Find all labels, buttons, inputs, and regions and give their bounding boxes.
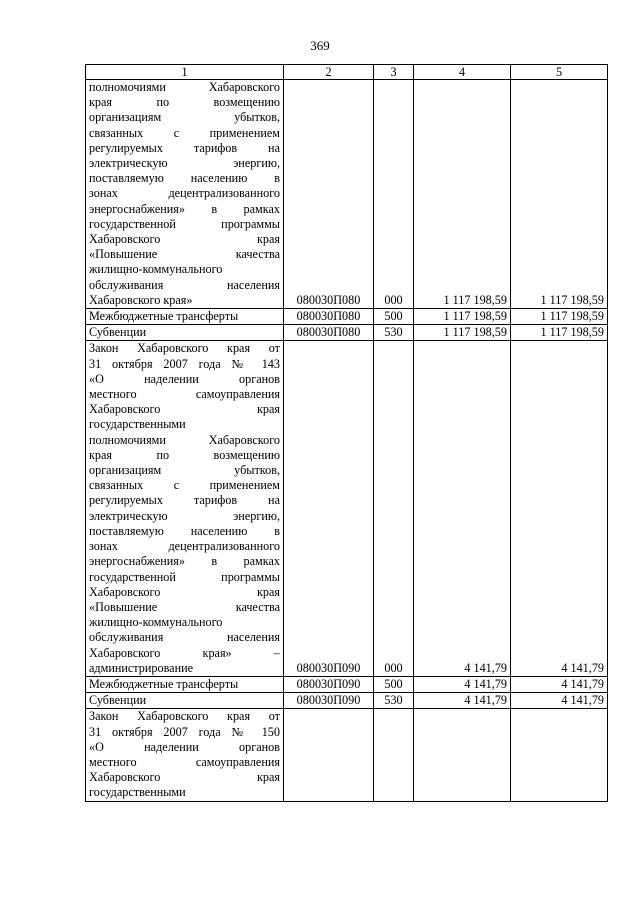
description-line: Субвенции <box>89 693 147 708</box>
row-amount-2: 4 141,79 <box>511 341 608 676</box>
description-line: жилищно-коммунального <box>89 615 223 630</box>
description-line: «О наделении органов <box>89 739 280 754</box>
table-row <box>86 309 608 325</box>
row-code: 080030П090 <box>284 676 374 692</box>
column-header-1: 1 <box>86 65 284 80</box>
column-header-4: 4 <box>414 65 511 80</box>
table-row <box>86 693 608 709</box>
description-line: поставляемую населению в <box>89 171 280 186</box>
description-line: связанных с применением <box>89 125 280 140</box>
row-description <box>86 676 284 692</box>
description-line: 31 октября 2007 года № 143 <box>89 356 280 371</box>
row-amount-1: 4 141,79 <box>414 693 511 709</box>
description-line: Хабаровского края» – <box>89 645 280 660</box>
row-code: 080030П080 <box>284 325 374 341</box>
description-line: Субвенции <box>89 325 147 340</box>
row-amount-1: 4 141,79 <box>414 676 511 692</box>
row-amount-1: 4 141,79 <box>414 341 511 676</box>
column-header-2: 2 <box>284 65 374 80</box>
description-line: электрическую энергию, <box>89 156 280 171</box>
row-expense-type: 500 <box>374 309 414 325</box>
description-line: Хабаровского края» <box>89 292 193 307</box>
row-description <box>86 325 284 341</box>
column-header-5: 5 <box>511 65 608 80</box>
description-line: регулируемых тарифов на <box>89 493 280 508</box>
row-description <box>86 341 284 676</box>
row-amount-2 <box>511 709 608 801</box>
description-line: местного самоуправления <box>89 387 280 402</box>
row-description <box>86 309 284 325</box>
row-amount-1 <box>414 709 511 801</box>
row-amount-1: 1 117 198,59 <box>414 80 511 309</box>
description-line: полномочиями Хабаровского <box>89 80 280 94</box>
table-row <box>86 325 608 341</box>
description-line: Закон Хабаровского края от <box>89 341 280 356</box>
table-header-row <box>86 65 608 80</box>
description-line: государственной программы <box>89 216 280 231</box>
row-description <box>86 709 284 801</box>
row-code: 080030П080 <box>284 309 374 325</box>
description-line: регулируемых тарифов на <box>89 140 280 155</box>
table-row <box>86 341 608 676</box>
description-line: организациям убытков, <box>89 463 280 478</box>
row-code: 080030П090 <box>284 341 374 676</box>
description-line: государственными <box>89 417 186 432</box>
description-line: Хабаровского края <box>89 584 280 599</box>
description-line: края по возмещению <box>89 447 280 462</box>
row-amount-1: 1 117 198,59 <box>414 325 511 341</box>
description-line: зонах децентрализованного <box>89 539 280 554</box>
description-line: Хабаровского края <box>89 232 280 247</box>
description-line: Хабаровского края <box>89 770 280 785</box>
row-amount-2: 4 141,79 <box>511 693 608 709</box>
table-row <box>86 80 608 309</box>
table-row <box>86 709 608 801</box>
column-header-3: 3 <box>374 65 414 80</box>
row-amount-2: 1 117 198,59 <box>511 80 608 309</box>
description-line: энергоснабжения» в рамках <box>89 201 280 216</box>
row-expense-type: 000 <box>374 341 414 676</box>
description-line: государственными <box>89 785 186 800</box>
description-line: «Повышение качества <box>89 599 280 614</box>
row-code: 080030П080 <box>284 80 374 309</box>
row-amount-2: 1 117 198,59 <box>511 325 608 341</box>
row-description <box>86 693 284 709</box>
page-number: 369 <box>310 38 330 53</box>
description-line: государственной программы <box>89 569 280 584</box>
row-expense-type: 000 <box>374 80 414 309</box>
description-line: обслуживания населения <box>89 630 280 645</box>
row-code <box>284 709 374 801</box>
row-expense-type: 530 <box>374 325 414 341</box>
description-line: администрирование <box>89 660 194 675</box>
description-line: организациям убытков, <box>89 110 280 125</box>
description-line: полномочиями Хабаровского <box>89 432 280 447</box>
row-code: 080030П090 <box>284 693 374 709</box>
description-line: Межбюджетные трансферты <box>89 676 239 691</box>
row-amount-1: 1 117 198,59 <box>414 309 511 325</box>
description-line: поставляемую населению в <box>89 523 280 538</box>
row-amount-2: 4 141,79 <box>511 676 608 692</box>
description-line: Межбюджетные трансферты <box>89 309 239 324</box>
description-line: обслуживания населения <box>89 277 280 292</box>
description-line: 31 октября 2007 года № 150 <box>89 724 280 739</box>
description-line: Закон Хабаровского края от <box>89 709 280 724</box>
description-line: местного самоуправления <box>89 754 280 769</box>
description-line: Хабаровского края <box>89 402 280 417</box>
row-expense-type: 530 <box>374 693 414 709</box>
description-line: связанных с применением <box>89 478 280 493</box>
description-line: электрическую энергию, <box>89 508 280 523</box>
description-line: «Повышение качества <box>89 247 280 262</box>
row-description <box>86 80 284 309</box>
row-amount-2: 1 117 198,59 <box>511 309 608 325</box>
row-expense-type: 500 <box>374 676 414 692</box>
description-line: «О наделении органов <box>89 371 280 386</box>
description-line: энергоснабжения» в рамках <box>89 554 280 569</box>
description-line: жилищно-коммунального <box>89 262 223 277</box>
row-expense-type <box>374 709 414 801</box>
description-line: зонах децентрализованного <box>89 186 280 201</box>
table-row <box>86 676 608 692</box>
budget-table <box>85 64 608 802</box>
description-line: края по возмещению <box>89 95 280 110</box>
